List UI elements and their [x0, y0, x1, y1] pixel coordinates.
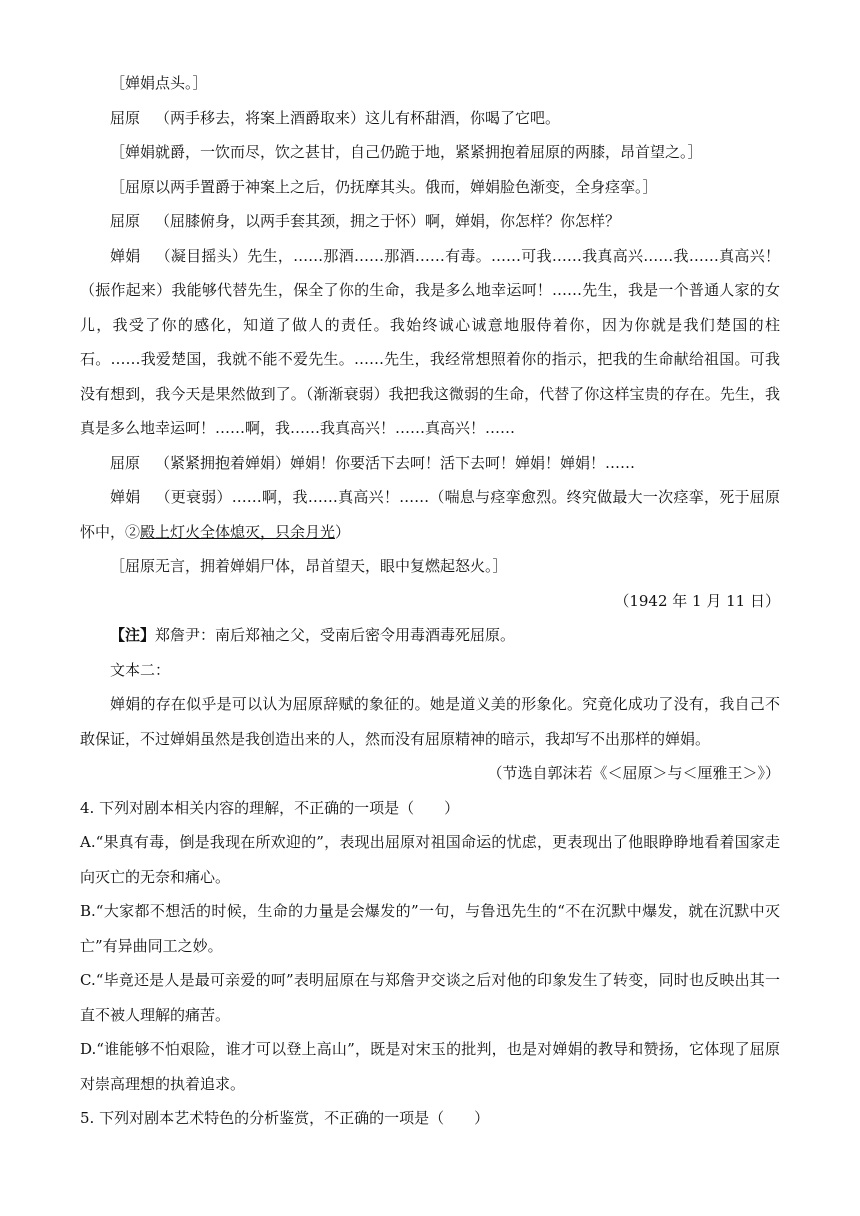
dialogue-line — [80, 446, 780, 481]
speaker: 屈原 — [110, 212, 141, 230]
document-body — [80, 66, 780, 1136]
annotation-marker: ② — [125, 522, 141, 541]
dialogue-line — [80, 101, 780, 136]
speaker: 婵娟 — [110, 246, 141, 265]
question-4: 4. 下列对剧本相关内容的理解，不正确的一项是（ ） — [80, 798, 460, 817]
dialogue-text: （紧紧拥抱着婵娟）婵娟！你要活下去呵！活下去呵！婵娟！婵娟！…… — [155, 453, 636, 472]
question-5: 5. 下列对剧本艺术特色的分析鉴赏，不正确的一项是（ ） — [80, 1109, 490, 1127]
stage-direction: ［屈原无言，拥着婵娟尸体，昂首望天，眼中复燃起怒火。］ — [110, 557, 508, 575]
section-heading: 文本二： — [110, 660, 171, 679]
dialogue-text: （两手移去，将案上酒爵取来）这儿有杯甜酒，你喝了它吧。 — [155, 108, 561, 127]
dialogue-line — [80, 480, 780, 549]
option-c: C.“毕竟还是人是最可亲爱的呵”表明屈原在与郑詹尹交谈之后对他的印象发生了转变，同时也反映出其一直不被人理解的痛苦。 — [80, 971, 780, 1024]
option-a: A.“果真有毒，倒是我现在所欢迎的”，表现出屈原对祖国命运的忧虑，更表现出了他眼睁睁地看着国家走向灭亡的无奈和痛心。 — [80, 833, 780, 886]
footnote — [80, 618, 780, 653]
dialogue-line — [80, 204, 780, 239]
dialogue-text: （屈膝俯身，以两手套其颈，拥之于怀）啊，婵娟，你怎样？你怎样？ — [155, 212, 621, 230]
stage-direction: ［婵娟点头。］ — [110, 74, 208, 92]
dialogue-text: （凝目摇头）先生，……那酒……那酒……有毒。……可我……我真高兴……我……真高兴！（振作起来）我能够代替先生，保全了你的生命，我是多么地幸运呵！……先生，我是一个普通人家的女儿，我受了你的感化，知道了做人的责任。我始终诚心诚意地服侍着你，因为你就是我们楚国的柱石。……我爱楚国，我就不能不爱先生。……先生，我经常想照着你的指示，把我的生命献给祖国。可我没有想到，我今天是果然做到了。（渐渐衰弱）我把我这微弱的生命，代替了你这样宝贵的存在。先生，我真是多么地幸运呵！……啊，我……我真高兴！……真高兴！…… — [80, 246, 780, 437]
source-citation: （节选自郭沫若《＜屈原＞与＜厘雅王＞》） — [487, 764, 780, 782]
closing-paren: ） — [335, 522, 351, 541]
speaker: 屈原 — [110, 453, 141, 472]
text2-body: 婵娟的存在似乎是可以认为屈原辞赋的象征的。她是道义美的形象化。究竟化成功了没有，我自己不敢保证，不过婵娟虽然是我创造出来的人，然而没有屈原精神的暗示，我却写不出那样的婵娟。 — [80, 695, 780, 748]
date-line: （1942 年 1 月 11 日） — [614, 591, 780, 610]
stage-direction: ［屈原以两手置爵于神案上之后，仍抚摩其头。俄而，婵娟脸色渐变，全身痉挛。］ — [110, 177, 658, 196]
option-b: B.“大家都不想活的时候，生命的力量是会爆发的”一句，与鲁迅先生的“不在沉默中爆发，就在沉默中灭亡”有异曲同工之妙。 — [80, 902, 780, 955]
stage-direction: ［婵娟就爵，一饮而尽，饮之甚甘，自己仍跪于地，紧紧拥抱着屈原的两膝，昂首望之。］ — [110, 143, 703, 161]
underlined-text: 殿上灯火全体熄灭，只余月光 — [140, 522, 336, 541]
note-text: 郑詹尹：南后郑袖之父，受南后密令用毒酒毒死屈原。 — [155, 626, 516, 644]
speaker: 婵娟 — [110, 488, 141, 506]
note-label: 【注】 — [110, 626, 156, 644]
dialogue-text: （更衰弱）……啊，我……真高兴！……（喘息与痉挛愈烈。终究做最大一次痉挛，死于屈原怀中， — [80, 488, 780, 541]
option-d: D.“谁能够不怕艰险，谁才可以登上高山”，既是对宋玉的批判，也是对婵娟的教导和赞扬，它体现了屈原对崇高理想的执着追求。 — [80, 1040, 780, 1093]
speaker: 屈原 — [110, 108, 141, 127]
dialogue-line — [80, 239, 780, 446]
